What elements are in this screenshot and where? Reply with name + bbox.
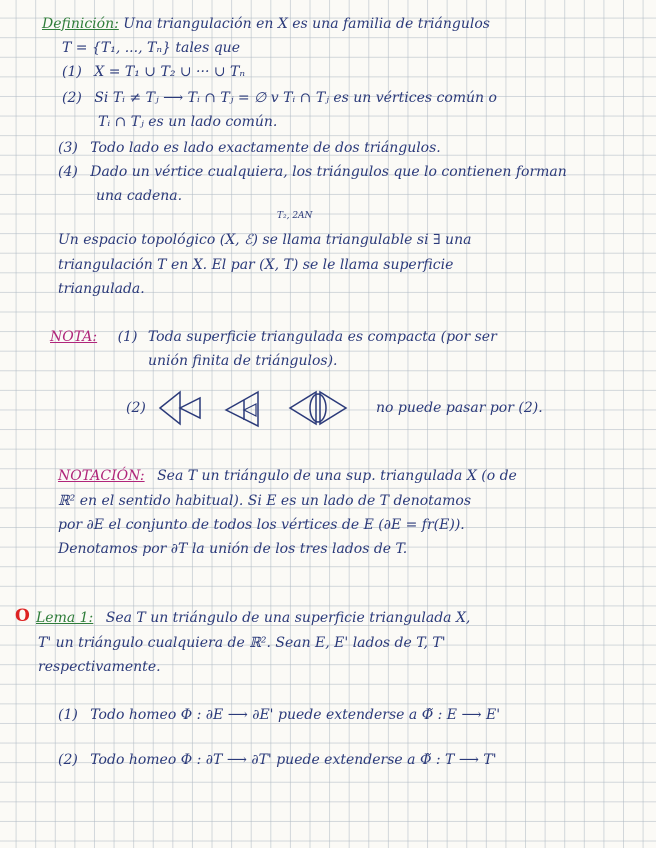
lema-line-1 (36, 608, 470, 628)
definition-line-2: T = {T₁, ..., Tₙ} tales que (62, 40, 240, 56)
notacion-line-1 (58, 466, 517, 486)
nota-item-text: Toda superficie triangulada es compacta (por ser (147, 329, 497, 345)
lemma-mark: O (15, 606, 30, 626)
triangle-with-bar-icon (222, 388, 272, 428)
definition-item-2 (62, 88, 497, 108)
definition-item-4 (58, 162, 567, 182)
notacion-label: NOTACIÓN: (58, 468, 145, 484)
definition-label: Definición: (42, 16, 119, 32)
item-text: Dado un vértice cualquiera, los triángulos que lo contienen forman (90, 164, 567, 180)
item-number: (4) (58, 164, 78, 180)
triangulable-line-2: triangulación T en X. El par (X, T) se le llama superficie (58, 257, 454, 273)
lema-line-3: respectivamente. (38, 659, 161, 675)
item-number: (2) (62, 90, 82, 106)
definition-line-1 (42, 14, 490, 34)
definition-item-2-cont: Tᵢ ∩ Tⱼ es un lado común. (98, 114, 278, 130)
item-number: (1) (58, 707, 78, 723)
item-text: Todo homeo Φ : ∂T ⟶ ∂T' puede extenderse a Φ̃ : T ⟶ T' (90, 752, 497, 768)
item-text: Todo lado es lado exactamente de dos triángulos. (90, 140, 441, 156)
double-triangle-circle-icon (286, 388, 356, 428)
nota-item-2-text: no puede pasar por (2). (376, 400, 543, 416)
lema-item-2 (58, 750, 497, 770)
definition-item-1 (62, 62, 245, 82)
definition-text-1: Una triangulación en X es una familia de triángulos (123, 16, 490, 32)
t2-note: T₂, 2AN (277, 211, 313, 221)
lema-text-1: Sea T un triángulo de una superficie triangulada X, (105, 610, 471, 626)
nota-line-1 (50, 327, 497, 347)
item-number: (1) (62, 64, 82, 80)
item-text: Si Tᵢ ≠ Tⱼ ⟶ Tᵢ ∩ Tⱼ = ∅ v Tᵢ ∩ Tⱼ es un vértices común o (94, 90, 497, 106)
nota-label: NOTA: (50, 329, 98, 345)
item-text: X = T₁ ∪ T₂ ∪ ··· ∪ Tₙ (94, 64, 246, 80)
bowtie-triangles-icon (156, 388, 206, 428)
notacion-line-4: Denotamos por ∂T la unión de los tres lados de T. (58, 541, 408, 557)
nota-item-number: (1) (117, 329, 138, 345)
notacion-line-2: ℝ² en el sentido habitual). Si E es un lado de T denotamos (58, 493, 472, 509)
triangulable-line-3: triangulada. (58, 281, 145, 297)
notacion-line-3: por ∂E el conjunto de todos los vértices de E (∂E = fr(E)). (58, 517, 465, 533)
nota-item-2-number: (2) (126, 400, 146, 416)
lema-line-2: T' un triángulo cualquiera de ℝ². Sean E, E' lados de T, T' (38, 635, 446, 651)
nota-line-2: unión finita de triángulos). (148, 353, 338, 369)
item-number: (2) (58, 752, 78, 768)
definition-item-3 (58, 138, 441, 158)
lema-item-1 (58, 705, 500, 725)
item-number: (3) (58, 140, 78, 156)
notacion-text-1: Sea T un triángulo de una sup. triangulada X (o de (157, 468, 517, 484)
item-text: Todo homeo Φ : ∂E ⟶ ∂E' puede extenderse a Φ̃ : E ⟶ E' (90, 707, 501, 723)
definition-item-4-cont: una cadena. (96, 188, 183, 204)
lema-label: Lema 1: (36, 610, 94, 626)
triangulable-line-1: Un espacio topológico (X, ℰ) se llama triangulable si ∃ una (58, 232, 472, 248)
